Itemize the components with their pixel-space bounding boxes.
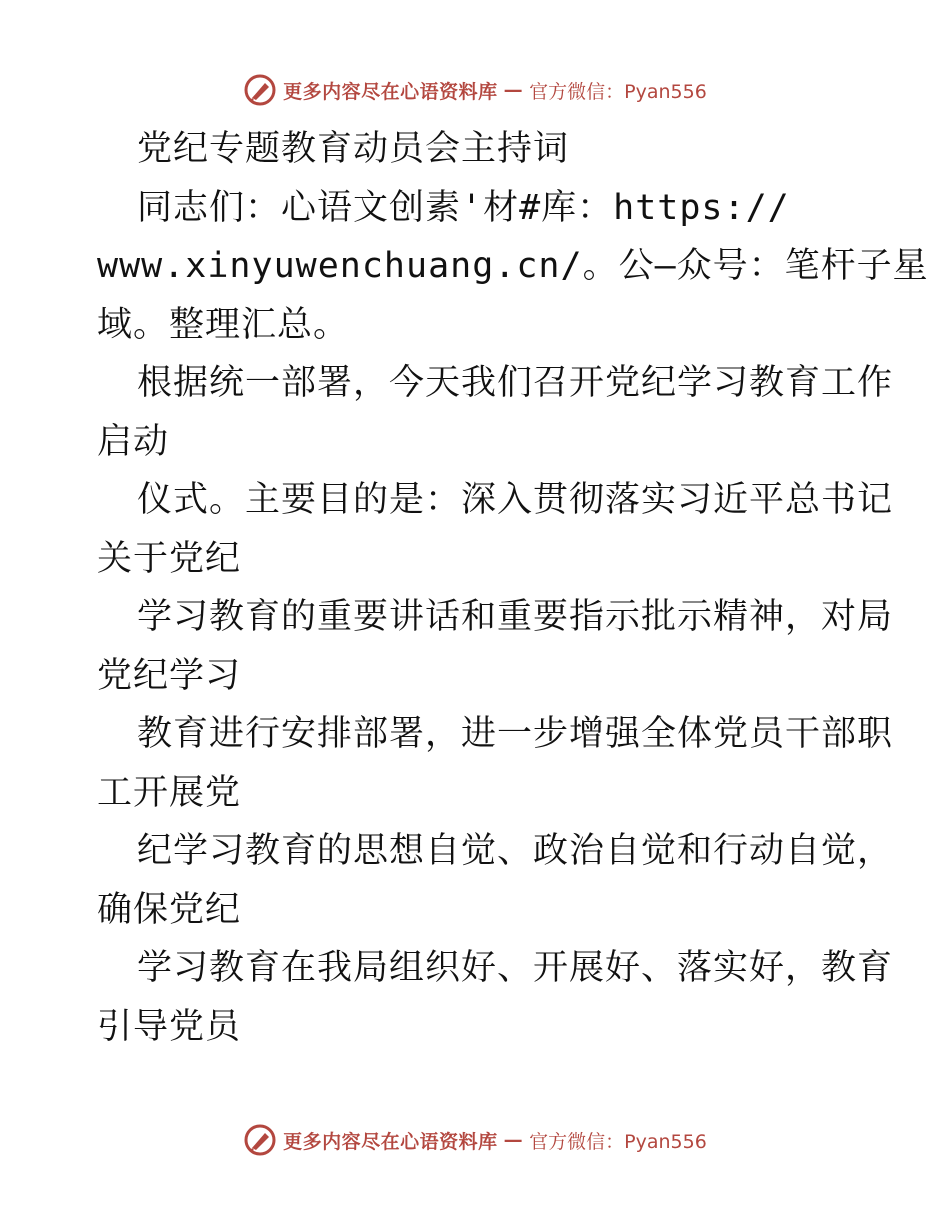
header-banner-text: 更多内容尽在心语资料库 xyxy=(283,80,498,103)
paragraph-line: 党纪学习 xyxy=(97,655,242,696)
pen-logo-icon xyxy=(243,1123,277,1157)
document-title: 党纪专题教育动员会主持词 xyxy=(137,129,570,169)
paragraph-line: 启动 xyxy=(97,421,170,462)
header-banner-wechat: 官方微信：Pyan556 xyxy=(529,80,707,103)
header-banner-dash: — xyxy=(503,79,524,101)
footer-banner-wechat: 官方微信：Pyan556 xyxy=(529,1130,707,1153)
paragraph-line: 纪学习教育的思想自觉、政治自觉和行动自觉， xyxy=(137,831,894,871)
paragraph-line: 工开展党 xyxy=(97,772,242,813)
footer-banner-dash: — xyxy=(503,1129,524,1151)
header-watermark-banner xyxy=(0,70,950,110)
paragraph-line: 引导党员 xyxy=(97,1006,242,1047)
paragraph-line: 同志们：心语文创素'材#库：https:// xyxy=(137,187,790,228)
paragraph-line: 学习教育的重要讲话和重要指示批示精神，对局 xyxy=(137,597,894,637)
paragraph-line: 关于党纪 xyxy=(97,538,242,579)
paragraph-line: www.xinyuwenchuang.cn/。公—众号：笔杆子星 xyxy=(97,246,929,286)
paragraph-line: 根据统一部署，今天我们召开党纪学习教育工作 xyxy=(137,363,894,403)
paragraph-line: 仪式。主要目的是：深入贯彻落实习近平总书记 xyxy=(137,480,894,520)
footer-watermark-banner xyxy=(0,1120,950,1160)
paragraph-line: 教育进行安排部署，进一步增强全体党员干部职 xyxy=(137,714,894,754)
paragraph-line: 确保党纪 xyxy=(97,889,242,930)
pen-logo-icon xyxy=(243,73,277,107)
paragraph-line: 学习教育在我局组织好、开展好、落实好，教育 xyxy=(137,948,894,988)
footer-banner-text: 更多内容尽在心语资料库 xyxy=(283,1130,498,1153)
paragraph-line: 域。整理汇总。 xyxy=(97,304,350,345)
document-body xyxy=(97,120,929,1056)
